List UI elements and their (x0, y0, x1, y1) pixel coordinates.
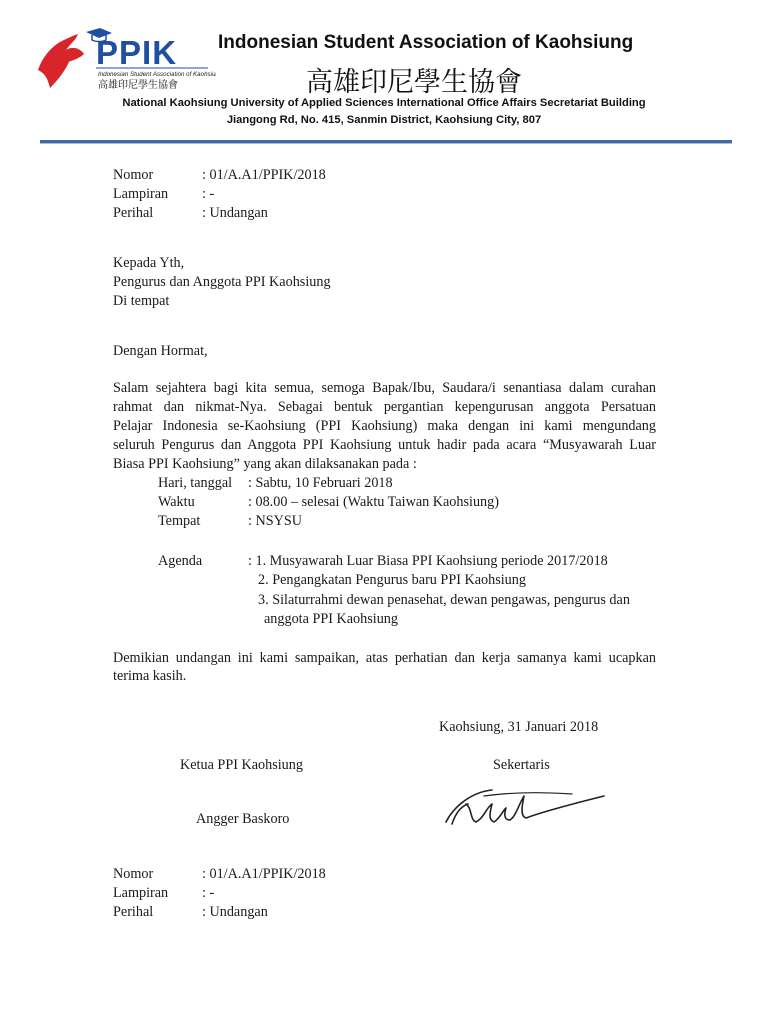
closing-line-1: Demikian undangan ini kami sampaikan, atas perhatian dan kerja samanya kami ucapkan (113, 650, 656, 666)
nomor-label: Nomor (113, 167, 154, 183)
body-line-1: Salam sejahtera bagi kita semua, semoga Bapak/Ibu, Saudara/i senantiasa dalam curahan (113, 380, 656, 396)
nomor-value: : 01/A.A1/PPIK/2018 (202, 167, 326, 183)
body-line-4: seluruh Pengurus dan Anggota PPI Kaohsiung untuk hadir pada acara “Musyawarah Luar (113, 437, 656, 453)
perihal-value: : Undangan (202, 904, 268, 920)
recipient-line-3: Di tempat (113, 293, 170, 309)
perihal-label: Perihal (113, 904, 154, 920)
agenda-item-3: 3. Silaturrahmi dewan penasehat, dewan pengawas, pengurus dan (258, 592, 630, 608)
greeting: Dengan Hormat, (113, 343, 208, 359)
date-value: : Sabtu, 10 Februari 2018 (248, 475, 393, 491)
place-date: Kaohsiung, 31 Januari 2018 (439, 719, 599, 735)
nomor-value: : 01/A.A1/PPIK/2018 (202, 866, 326, 882)
address-line-1: National Kaohsiung University of Applied Sciences International Office Affairs Secretariat Building (122, 97, 646, 109)
address-line-2: Jiangong Rd, No. 415, Sanmin District, Kaohsiung City, 807 (226, 114, 542, 126)
lampiran-label: Lampiran (113, 186, 169, 202)
time-label: Waktu (158, 494, 195, 510)
agenda-item-2: 2. Pengangkatan Pengurus baru PPI Kaohsiung (258, 572, 526, 588)
nomor-label: Nomor (113, 866, 154, 882)
recipient-line-2: Pengurus dan Anggota PPI Kaohsiung (113, 274, 331, 290)
place-value: : NSYSU (248, 513, 303, 529)
chair-title: Ketua PPI Kaohsiung (180, 757, 303, 773)
agenda-item-3-continued: anggota PPI Kaohsiung (264, 611, 398, 627)
organization-name: Indonesian Student Association of Kaohsiung (218, 32, 634, 53)
logo-wordmark: PPIK (96, 34, 178, 71)
perihal-label: Perihal (113, 205, 154, 221)
header-divider (40, 140, 732, 144)
closing-line-2: terima kasih. (113, 668, 187, 684)
place-label: Tempat (158, 513, 201, 529)
organization-name-chinese: 高雄印尼學生協會 (306, 67, 522, 98)
lampiran-label: Lampiran (113, 885, 169, 901)
body-line-2: rahmat dan nikmat-Nya. Sebagai bentuk pergantian kepengurusan anggota Persatuan (113, 399, 656, 415)
chair-name: Angger Baskoro (196, 811, 290, 827)
body-line-3: Pelajar Indonesia se-Kaohsiung (PPI Kaohsiung) maka dengan ini kami mengundang (113, 418, 656, 434)
logo-cn: 高雄印尼學生協會 (98, 80, 178, 91)
time-value: : 08.00 – selesai (Waktu Taiwan Kaohsiung) (248, 494, 499, 510)
secretary-title: Sekertaris (493, 757, 550, 773)
perihal-value: : Undangan (202, 205, 268, 221)
agenda-label: Agenda (158, 553, 203, 569)
lampiran-value: : - (202, 885, 215, 901)
handwritten-signature (432, 782, 612, 830)
logo-subtext: Indonesian Student Association of Kaohsiung (98, 71, 216, 78)
ppik-logo (36, 28, 216, 98)
agenda-item-1: : 1. Musyawarah Luar Biasa PPI Kaohsiung periode 2017/2018 (248, 553, 608, 569)
recipient-line-1: Kepada Yth, (113, 255, 185, 271)
date-label: Hari, tanggal (158, 475, 233, 491)
lampiran-value: : - (202, 186, 215, 202)
body-line-5: Biasa PPI Kaohsiung” yang akan dilaksanakan pada : (113, 456, 417, 472)
